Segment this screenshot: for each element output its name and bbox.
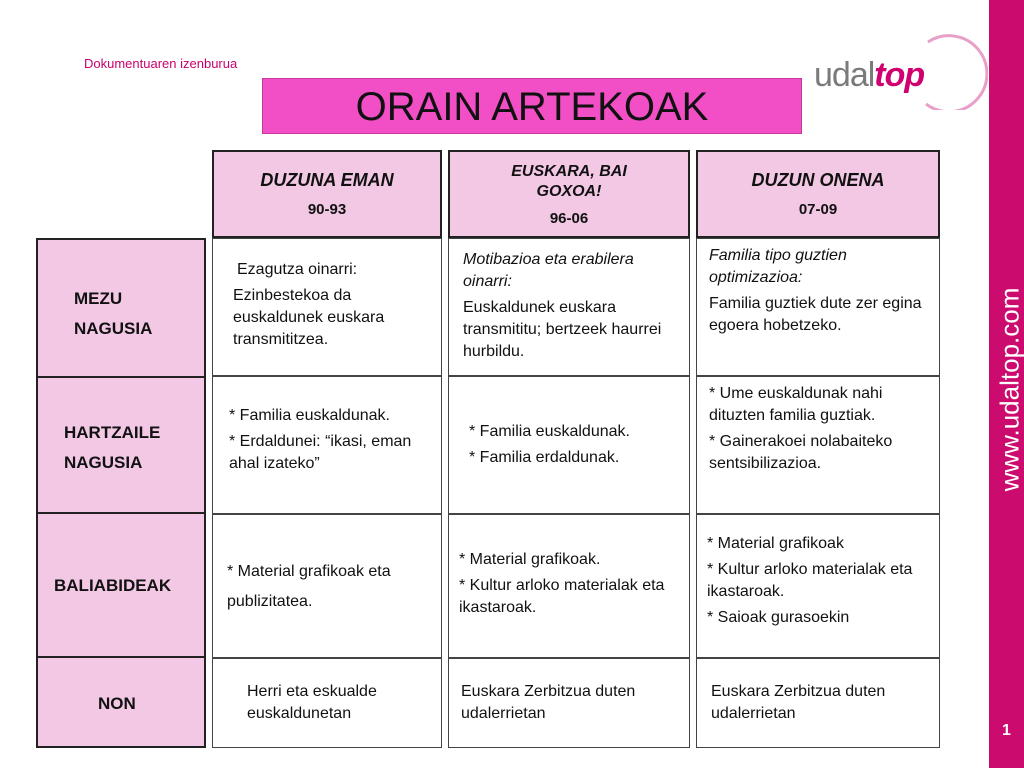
- cell-text: * Kultur arloko materialak eta ikastaroak.: [459, 577, 665, 616]
- right-sidebar: [989, 0, 1024, 768]
- cell-hartzaile-1: [212, 376, 442, 514]
- udaltop-logo: [808, 30, 988, 110]
- row-label-line: BALIABIDEAK: [54, 576, 172, 595]
- row-label-line: NON: [98, 694, 136, 713]
- cell-text: * Material grafikoak: [707, 535, 844, 552]
- cell-text: * Material grafikoak eta: [227, 563, 391, 580]
- cell-text: Ezagutza oinarri:: [237, 261, 358, 278]
- cell-mezu-2: [448, 238, 690, 376]
- cell-non-1: [212, 658, 442, 748]
- column-title: EUSKARA, BAI GOXOA!: [511, 163, 627, 200]
- column-years: 90-93: [307, 201, 347, 218]
- cell-text: * Familia euskaldunak.: [229, 407, 390, 424]
- column-header-2: [448, 150, 690, 238]
- cell-baliabideak-2: [448, 514, 690, 658]
- column-title: DUZUNA EMAN: [260, 170, 394, 190]
- cell-text: * Familia erdaldunak.: [469, 449, 620, 466]
- cell-text: Euskara Zerbitzua duten udalerrietan: [711, 683, 886, 722]
- row-header-baliabideak: [36, 512, 206, 658]
- cell-mezu-1: [212, 238, 442, 376]
- cell-non-3: [696, 658, 940, 748]
- website-url: www.udaltop.com: [994, 287, 1024, 492]
- row-label-line: HARTZAILE: [64, 423, 161, 442]
- cell-text: * Gainerakoei nolabaiteko sentsibilizazioa.: [709, 433, 893, 472]
- cell-text: Herri eta eskualde euskaldunetan: [247, 683, 377, 722]
- page-number: 1: [1002, 722, 1011, 739]
- cell-text: Euskaldunek euskara transmititu; bertzeek haurrei hurbildu.: [463, 299, 662, 360]
- logo-text-udal: udal: [814, 56, 875, 94]
- slide-title: ORAIN ARTEKOAK: [262, 78, 802, 134]
- cell-text: Ezinbestekoa da euskaldunek euskara transmititzea.: [233, 287, 385, 348]
- row-header-hartzaile: [36, 376, 206, 514]
- row-header-mezu: [36, 238, 206, 378]
- row-label-line: MEZU: [74, 289, 123, 308]
- cell-text: Euskara Zerbitzua duten udalerrietan: [461, 683, 636, 722]
- document-title: Dokumentuaren izenburua: [84, 56, 238, 71]
- cell-text: Familia guztiek dute zer egina egoera hobetzeko.: [709, 295, 922, 334]
- cell-text: * Ume euskaldunak nahi dituzten familia guztiak.: [709, 385, 883, 424]
- cell-non-2: [448, 658, 690, 748]
- cell-hartzaile-3: [696, 376, 940, 514]
- cell-baliabideak-1: [212, 514, 442, 658]
- cell-text: * Saioak gurasoekin: [707, 609, 850, 626]
- cell-text: * Erdaldunei: “ikasi, eman ahal izateko”: [229, 433, 412, 472]
- cell-hartzaile-2: [448, 376, 690, 514]
- logo-text-top: top: [874, 56, 925, 94]
- column-title: DUZUN ONENA: [751, 170, 885, 190]
- column-years: 07-09: [798, 201, 838, 218]
- column-header-1: [212, 150, 442, 238]
- cell-text: * Kultur arloko materialak eta ikastaroak.: [707, 561, 913, 600]
- cell-baliabideak-3: [696, 514, 940, 658]
- cell-text: * Familia euskaldunak.: [469, 423, 630, 440]
- row-header-non: [36, 656, 206, 748]
- column-years: 96-06: [549, 210, 589, 227]
- cell-text: Motibazioa eta erabilera oinarri:: [463, 251, 634, 290]
- cell-mezu-3: [696, 238, 940, 376]
- row-label-line: NAGUSIA: [74, 319, 153, 338]
- cell-text: * Material grafikoak.: [459, 551, 601, 568]
- cell-text: publizitatea.: [227, 593, 313, 610]
- row-label-line: NAGUSIA: [64, 453, 143, 472]
- column-header-3: [696, 150, 940, 238]
- cell-text: Familia tipo guztien optimizazioa:: [709, 247, 847, 286]
